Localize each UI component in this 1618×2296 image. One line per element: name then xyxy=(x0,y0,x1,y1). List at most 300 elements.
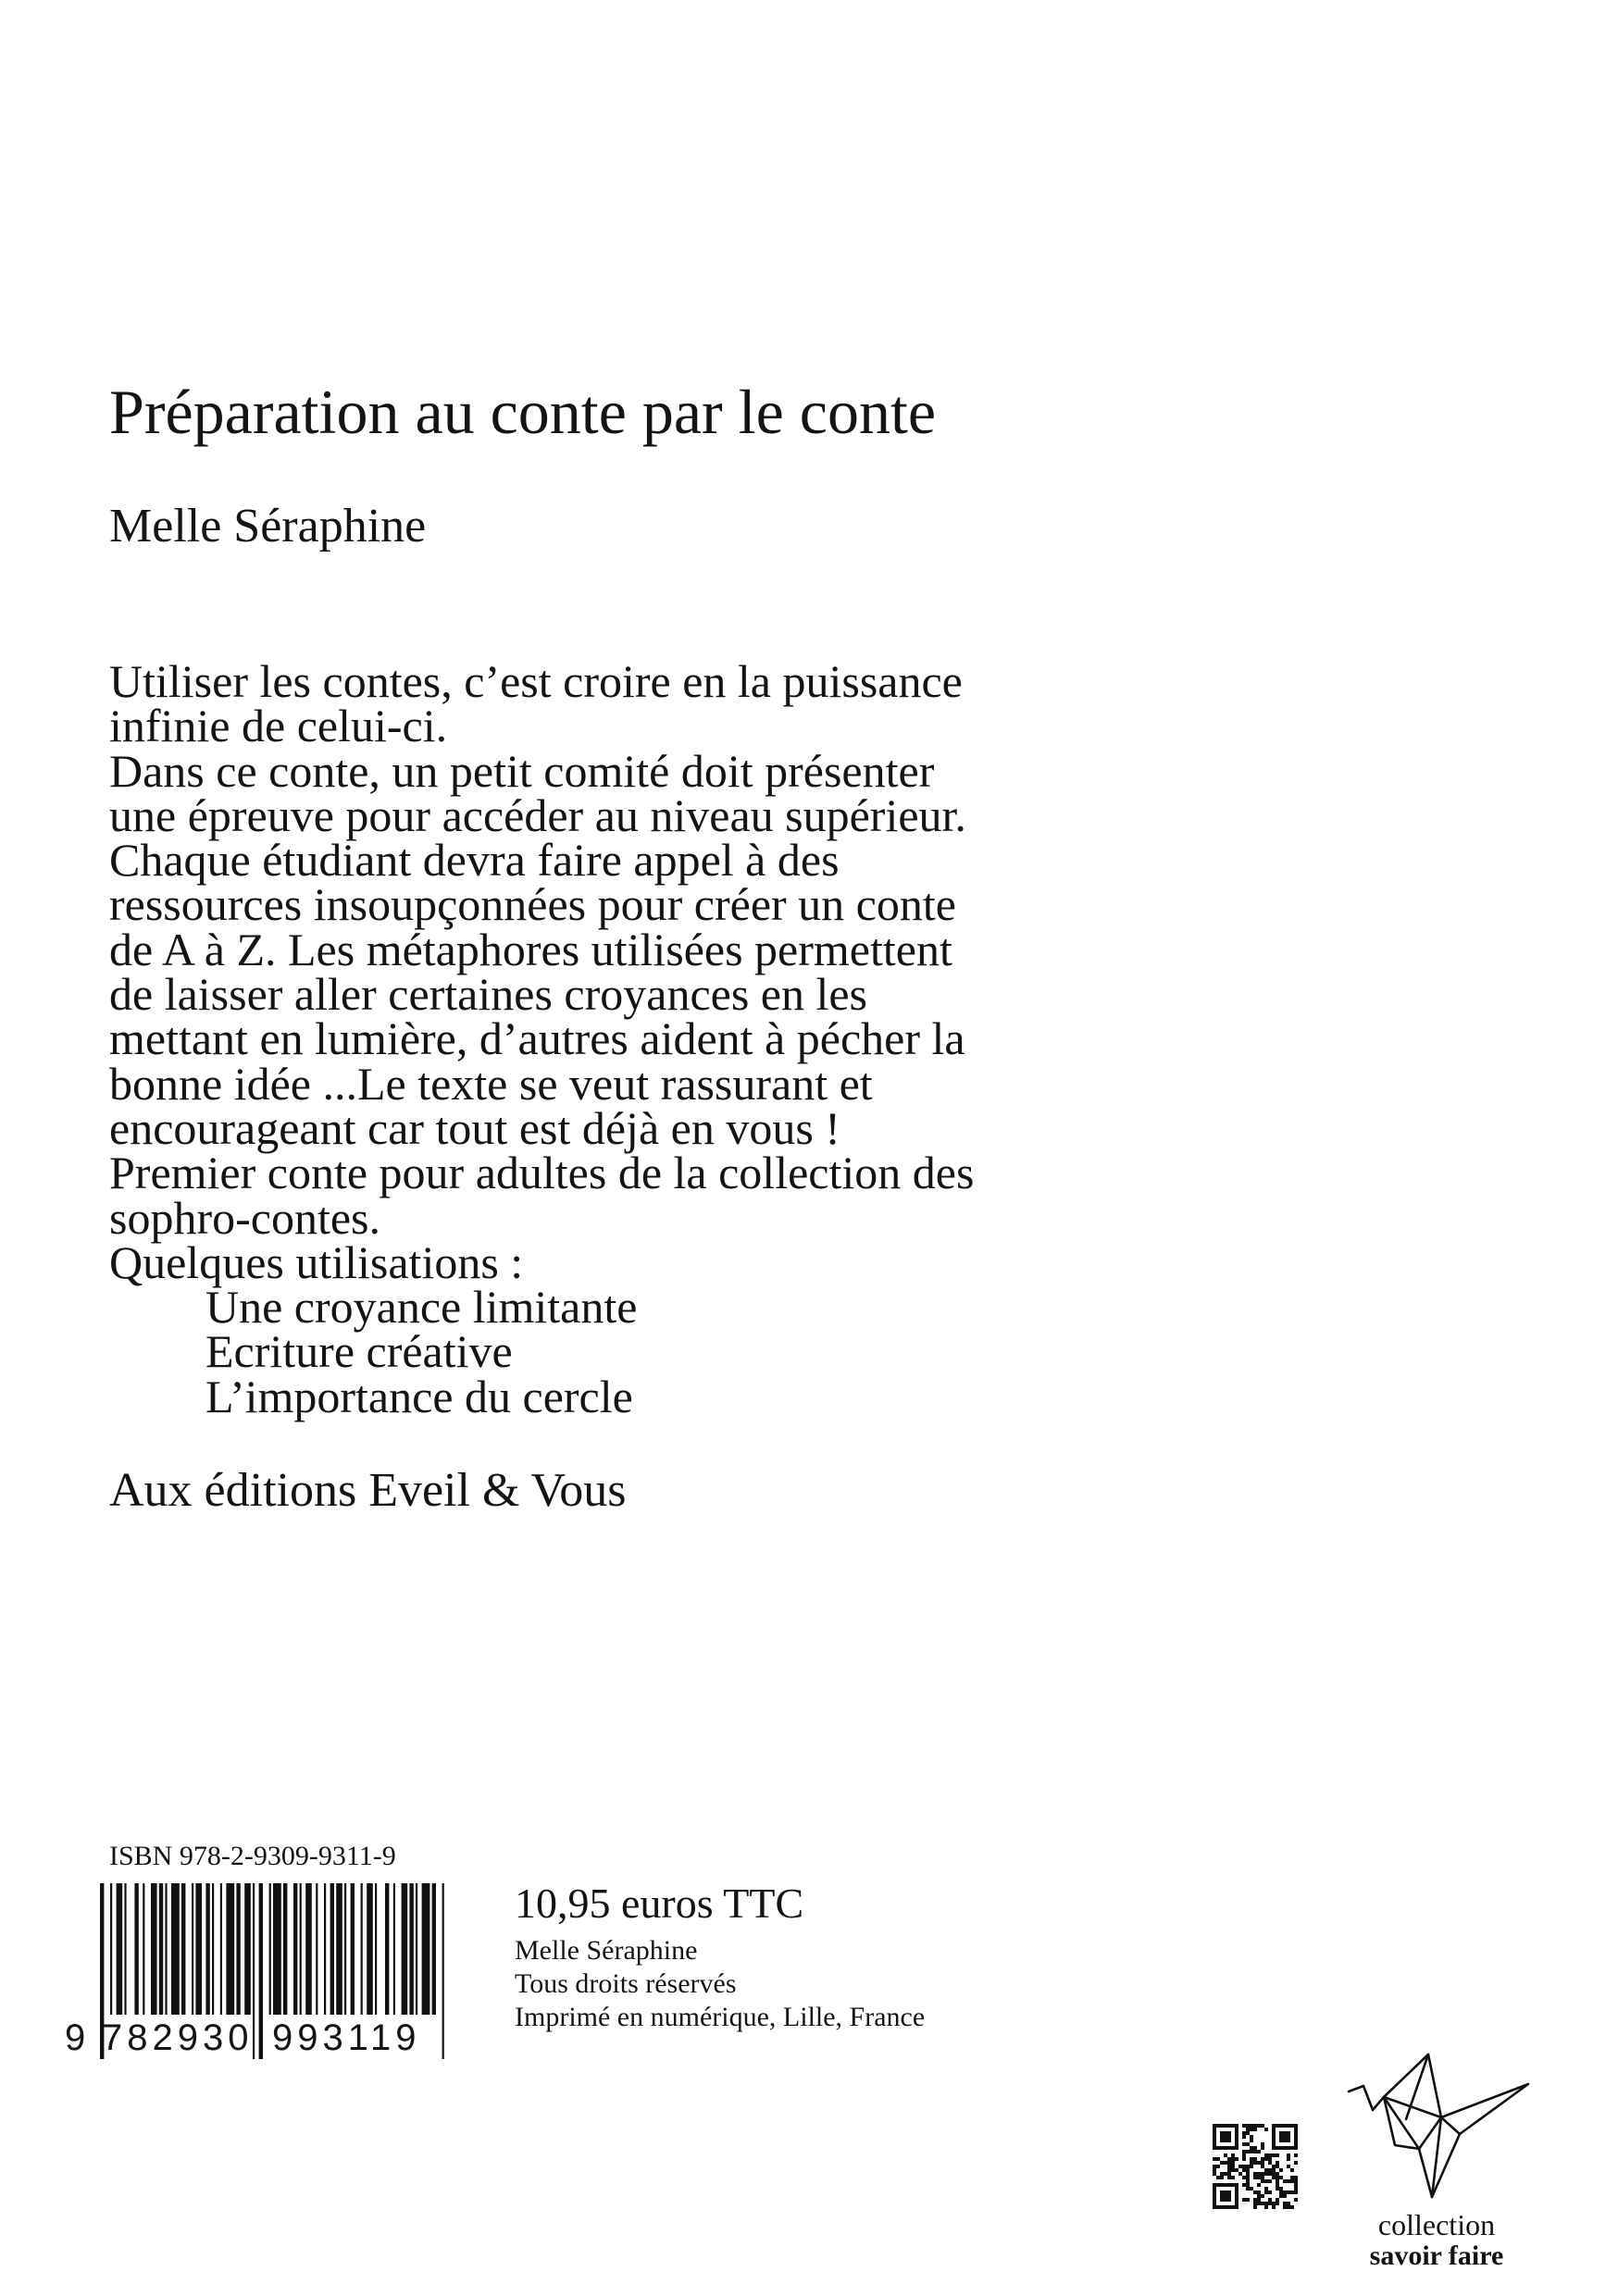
qr-module xyxy=(1242,2165,1246,2168)
qr-module xyxy=(1257,2194,1261,2198)
barcode-bar xyxy=(259,1883,263,2059)
qr-module xyxy=(1268,2202,1272,2205)
qr-module xyxy=(1276,2146,1279,2150)
qr-module xyxy=(1213,2128,1216,2131)
qr-module xyxy=(1257,2183,1261,2187)
qr-module xyxy=(1294,2176,1298,2179)
qr-module xyxy=(1283,2124,1287,2128)
description-line: mettant en lumière, d’autres aident à pécher la xyxy=(109,1012,965,1065)
qr-module xyxy=(1227,2168,1231,2172)
qr-module xyxy=(1224,2146,1227,2150)
barcode-bar xyxy=(117,1883,123,2015)
qr-module xyxy=(1276,2187,1279,2191)
qr-module xyxy=(1246,2128,1250,2131)
description-line: Dans ce conte, un petit comité doit présenter xyxy=(109,744,935,797)
isbn-number: ISBN 978-2-9309-9311-9 xyxy=(109,1841,396,1871)
barcode-bar xyxy=(151,1883,157,2015)
qr-module xyxy=(1268,2157,1272,2161)
qr-module xyxy=(1231,2183,1235,2187)
qr-module xyxy=(1227,2124,1231,2128)
barcode-bar xyxy=(442,1883,444,2059)
qr-module xyxy=(1290,2146,1294,2150)
qr-module xyxy=(1213,2187,1216,2191)
qr-module xyxy=(1276,2198,1279,2202)
qr-module xyxy=(1224,2172,1227,2176)
qr-module xyxy=(1253,2176,1257,2179)
qr-module xyxy=(1272,2168,1276,2172)
qr-module xyxy=(1242,2135,1246,2139)
qr-module xyxy=(1216,2165,1220,2168)
description-line: de laisser aller certaines croyances en les xyxy=(109,968,868,1021)
qr-module xyxy=(1242,2142,1246,2146)
qr-module xyxy=(1220,2131,1224,2135)
barcode-bar xyxy=(344,1883,346,2015)
barcode-bar xyxy=(316,1883,317,2015)
description-line: encourageant car tout est déjà en vous ! xyxy=(109,1101,840,1154)
qr-module xyxy=(1290,2124,1294,2128)
description-line: de A à Z. Les métaphores utilisées permettent xyxy=(109,923,952,975)
qr-module xyxy=(1261,2161,1264,2165)
qr-module xyxy=(1235,2139,1238,2142)
qr-module xyxy=(1257,2198,1261,2202)
barcode-bar xyxy=(171,1883,180,2015)
qr-module xyxy=(1235,2205,1238,2209)
qr-module xyxy=(1220,2146,1224,2150)
qr-module xyxy=(1261,2146,1264,2150)
qr-module xyxy=(1216,2124,1220,2128)
qr-module xyxy=(1227,2161,1231,2165)
qr-module xyxy=(1250,2128,1253,2131)
qr-module xyxy=(1276,2124,1279,2128)
barcode-bar xyxy=(416,1883,417,2015)
qr-module xyxy=(1283,2202,1287,2205)
qr-module xyxy=(1257,2161,1261,2165)
barcode-bar xyxy=(432,1883,436,2015)
qr-module xyxy=(1287,2157,1290,2161)
use-item: L’importance du cercle xyxy=(205,1370,633,1422)
qr-module xyxy=(1224,2194,1227,2198)
qr-module xyxy=(1287,2202,1290,2205)
qr-module xyxy=(1264,2202,1268,2205)
qr-module xyxy=(1283,2194,1287,2198)
publisher: Aux éditions Eveil & Vous xyxy=(109,1464,627,1517)
origami-crane-icon xyxy=(1347,2053,1532,2201)
barcode-bar xyxy=(283,1883,287,2015)
qr-module xyxy=(1283,2146,1287,2150)
barcode-bar xyxy=(300,1883,302,2015)
qr-module xyxy=(1253,2172,1257,2176)
qr-module xyxy=(1272,2153,1276,2157)
qr-module xyxy=(1268,2172,1272,2176)
qr-module xyxy=(1290,2179,1294,2183)
qr-module xyxy=(1246,2187,1250,2191)
qr-module xyxy=(1246,2198,1250,2202)
qr-module xyxy=(1294,2161,1298,2165)
qr-module xyxy=(1279,2168,1283,2172)
qr-module xyxy=(1220,2183,1224,2187)
qr-module xyxy=(1287,2135,1290,2139)
barcode-bar xyxy=(212,1883,214,2015)
qr-module xyxy=(1290,2176,1294,2179)
qr-module xyxy=(1272,2146,1276,2150)
qr-module xyxy=(1283,2131,1287,2135)
barcode-bar xyxy=(226,1883,234,2015)
qr-module xyxy=(1235,2187,1238,2191)
barcode-digit-first: 9 xyxy=(65,2017,86,2058)
qr-module xyxy=(1257,2150,1261,2153)
qr-module xyxy=(1213,2202,1216,2205)
qr-module xyxy=(1213,2142,1216,2146)
qr-module xyxy=(1213,2168,1216,2172)
qr-module xyxy=(1213,2146,1216,2150)
barcode-bar xyxy=(195,1883,202,2015)
collection-name: savoir faire xyxy=(1369,2240,1504,2271)
barcode-bar xyxy=(192,1883,193,2015)
barcode-bar xyxy=(124,1883,126,2015)
qr-module xyxy=(1250,2124,1253,2128)
qr-module xyxy=(1276,2153,1279,2157)
barcode-bar xyxy=(181,1883,185,2015)
qr-module xyxy=(1294,2183,1298,2187)
qr-module xyxy=(1227,2183,1231,2187)
qr-module xyxy=(1220,2191,1224,2194)
barcode-bar xyxy=(367,1883,373,2015)
qr-module xyxy=(1294,2128,1298,2131)
qr-module xyxy=(1224,2153,1227,2157)
qr-module xyxy=(1257,2191,1261,2194)
qr-module xyxy=(1235,2157,1238,2161)
qr-module xyxy=(1287,2153,1290,2157)
qr-module xyxy=(1257,2176,1261,2179)
qr-module xyxy=(1242,2150,1246,2153)
qr-module xyxy=(1213,2194,1216,2198)
qr-module xyxy=(1242,2176,1246,2179)
qr-module xyxy=(1220,2161,1224,2165)
qr-module xyxy=(1287,2131,1290,2135)
qr-module xyxy=(1216,2183,1220,2187)
qr-module xyxy=(1235,2183,1238,2187)
qr-module xyxy=(1227,2135,1231,2139)
qr-module xyxy=(1294,2153,1298,2157)
qr-module xyxy=(1213,2198,1216,2202)
qr-module xyxy=(1253,2161,1257,2165)
qr-module xyxy=(1235,2142,1238,2146)
qr-module xyxy=(1220,2205,1224,2209)
qr-module xyxy=(1242,2168,1246,2172)
qr-module xyxy=(1235,2168,1238,2172)
qr-module xyxy=(1224,2198,1227,2202)
qr-module xyxy=(1227,2139,1231,2142)
qr-module xyxy=(1279,2124,1283,2128)
barcode-bar xyxy=(293,1883,297,2015)
qr-module xyxy=(1224,2183,1227,2187)
qr-module xyxy=(1276,2176,1279,2179)
qr-module xyxy=(1220,2194,1224,2198)
description-line: une épreuve pour accéder au niveau supérieur. xyxy=(109,788,966,841)
qr-module xyxy=(1294,2146,1298,2150)
qr-module xyxy=(1231,2165,1235,2168)
qr-module xyxy=(1279,2146,1283,2150)
qr-module xyxy=(1216,2205,1220,2209)
qr-module xyxy=(1213,2139,1216,2142)
qr-module xyxy=(1242,2183,1246,2187)
description-line: Chaque étudiant devra faire appel à des xyxy=(109,834,840,887)
barcode-bar xyxy=(273,1883,281,2015)
barcode-bar xyxy=(385,1883,389,2015)
qr-module xyxy=(1279,2191,1283,2194)
qr-module xyxy=(1294,2142,1298,2146)
barcode-bar xyxy=(236,1883,240,2015)
qr-module xyxy=(1257,2202,1261,2205)
qr-module xyxy=(1261,2172,1264,2176)
barcode-bar xyxy=(422,1883,430,2015)
barcode-bar xyxy=(244,1883,251,2015)
imprint-author: Melle Séraphine xyxy=(515,1935,698,1966)
qr-module xyxy=(1294,2179,1298,2183)
qr-module xyxy=(1224,2139,1227,2142)
qr-module xyxy=(1213,2131,1216,2135)
qr-module xyxy=(1250,2139,1253,2142)
qr-module xyxy=(1227,2198,1231,2202)
barcode-bar xyxy=(205,1883,209,2015)
barcode-bar xyxy=(110,1883,112,2015)
qr-module xyxy=(1250,2146,1253,2150)
barcode-bar xyxy=(375,1883,377,2015)
qr-module xyxy=(1216,2176,1220,2179)
qr-module xyxy=(1242,2124,1246,2128)
qr-module xyxy=(1231,2168,1235,2172)
barcode-digit-group-2: 993119 xyxy=(272,2017,421,2058)
qr-module xyxy=(1238,2172,1242,2176)
qr-module xyxy=(1287,2146,1290,2150)
qr-module xyxy=(1264,2179,1268,2183)
qr-module xyxy=(1242,2131,1246,2135)
barcode-bar xyxy=(143,1883,144,2015)
qr-module xyxy=(1257,2172,1261,2176)
price: 10,95 euros TTC xyxy=(515,1880,804,1927)
description-line: ressources insoupçonnées pour créer un conte xyxy=(109,878,956,931)
qr-module xyxy=(1250,2187,1253,2191)
qr-module xyxy=(1272,2131,1276,2135)
barcode-bar xyxy=(330,1883,334,2015)
qr-module xyxy=(1261,2124,1264,2128)
qr-module xyxy=(1283,2205,1287,2209)
qr-module xyxy=(1246,2150,1250,2153)
qr-module xyxy=(1283,2139,1287,2142)
qr-module xyxy=(1246,2124,1250,2128)
description-line: infinie de celui-ci. xyxy=(109,700,448,752)
imprint-printed: Imprimé en numérique, Lille, France xyxy=(515,2002,926,2032)
qr-module xyxy=(1246,2165,1250,2168)
qr-module xyxy=(1213,2124,1216,2128)
qr-module xyxy=(1224,2205,1227,2209)
qr-module xyxy=(1272,2139,1276,2142)
qr-module xyxy=(1213,2183,1216,2187)
qr-module xyxy=(1264,2187,1268,2191)
barcode-bar xyxy=(269,1883,271,2015)
qr-module xyxy=(1227,2176,1231,2179)
qr-module xyxy=(1268,2161,1272,2165)
barcode-bar xyxy=(351,1883,355,2015)
qr-module xyxy=(1227,2172,1231,2176)
qr-module xyxy=(1224,2124,1227,2128)
barcode-bar xyxy=(305,1883,312,2015)
qr-module xyxy=(1279,2187,1283,2191)
qr-module xyxy=(1235,2131,1238,2135)
qr-module xyxy=(1272,2205,1276,2209)
qr-module xyxy=(1279,2139,1283,2142)
qr-module xyxy=(1279,2176,1283,2179)
qr-module xyxy=(1220,2172,1224,2176)
barcode-bar xyxy=(134,1883,138,2015)
barcode-bar xyxy=(165,1883,167,2015)
use-item: Une croyance limitante xyxy=(205,1281,638,1334)
qr-module xyxy=(1250,2135,1253,2139)
qr-module xyxy=(1216,2146,1220,2150)
qr-module xyxy=(1279,2194,1283,2198)
qr-module xyxy=(1253,2146,1257,2150)
qr-module xyxy=(1290,2205,1294,2209)
imprint-rights: Tous droits réservés xyxy=(515,1968,737,1999)
qr-module xyxy=(1253,2124,1257,2128)
description-line: Quelques utilisations : xyxy=(109,1235,524,1288)
barcode-bar xyxy=(159,1883,163,2015)
qr-module xyxy=(1246,2183,1250,2187)
qr-module xyxy=(1294,2131,1298,2135)
qr-module xyxy=(1294,2191,1298,2194)
barcode-digit-group-1: 782930 xyxy=(102,2017,254,2058)
qr-module xyxy=(1287,2139,1290,2142)
qr-module xyxy=(1220,2135,1224,2139)
qr-module xyxy=(1290,2168,1294,2172)
qr-module xyxy=(1231,2176,1235,2179)
qr-module xyxy=(1287,2165,1290,2168)
qr-module xyxy=(1253,2128,1257,2131)
qr-module xyxy=(1235,2194,1238,2198)
qr-module xyxy=(1264,2191,1268,2194)
qr-module xyxy=(1272,2135,1276,2139)
qr-module xyxy=(1294,2187,1298,2191)
barcode-bar xyxy=(402,1883,408,2015)
qr-module xyxy=(1264,2157,1268,2161)
qr-module xyxy=(1213,2191,1216,2194)
qr-module xyxy=(1224,2135,1227,2139)
qr-module xyxy=(1227,2194,1231,2198)
qr-module xyxy=(1213,2135,1216,2139)
qr-module xyxy=(1264,2205,1268,2209)
qr-module xyxy=(1276,2172,1279,2176)
qr-module xyxy=(1250,2157,1253,2161)
qr-module xyxy=(1235,2124,1238,2128)
qr-module xyxy=(1283,2135,1287,2139)
qr-module xyxy=(1235,2146,1238,2150)
qr-module xyxy=(1268,2168,1272,2172)
qr-module xyxy=(1294,2124,1298,2128)
qr-module xyxy=(1224,2191,1227,2194)
qr-module xyxy=(1268,2179,1272,2183)
qr-module xyxy=(1276,2161,1279,2165)
qr-module xyxy=(1242,2153,1246,2157)
qr-module xyxy=(1253,2205,1257,2209)
qr-module xyxy=(1294,2135,1298,2139)
barcode-bar xyxy=(409,1883,413,2015)
qr-module xyxy=(1287,2179,1290,2183)
description xyxy=(109,655,1405,1422)
qr-module xyxy=(1231,2161,1235,2165)
qr-module xyxy=(1264,2172,1268,2176)
barcode-bar xyxy=(361,1883,363,2015)
qr-module xyxy=(1261,2179,1264,2183)
qr-module xyxy=(1268,2191,1272,2194)
qr-module xyxy=(1213,2172,1216,2176)
qr-module xyxy=(1235,2198,1238,2202)
qr-module xyxy=(1261,2194,1264,2198)
qr-module xyxy=(1227,2146,1231,2150)
qr-module xyxy=(1220,2139,1224,2142)
book-title: Préparation au conte par le conte xyxy=(109,377,937,447)
barcode-bar xyxy=(393,1883,395,2015)
qr-module xyxy=(1272,2124,1276,2128)
collection-label: collection xyxy=(1377,2208,1496,2241)
qr-module xyxy=(1276,2202,1279,2205)
description-line: Utiliser les contes, c’est croire en la puissance xyxy=(109,655,963,707)
qr-module xyxy=(1213,2157,1216,2161)
qr-module xyxy=(1231,2153,1235,2157)
qr-module xyxy=(1242,2198,1246,2202)
qr-module xyxy=(1268,2153,1272,2157)
qr-module xyxy=(1246,2142,1250,2146)
qr-module xyxy=(1264,2128,1268,2131)
qr-module xyxy=(1227,2157,1231,2161)
qr-module xyxy=(1261,2202,1264,2205)
qr-module xyxy=(1276,2179,1279,2183)
qr-module xyxy=(1264,2153,1268,2157)
qr-module xyxy=(1235,2191,1238,2194)
qr-module xyxy=(1246,2176,1250,2179)
qr-module xyxy=(1220,2124,1224,2128)
qr-module xyxy=(1238,2165,1242,2168)
qr-module xyxy=(1294,2198,1298,2202)
qr-module xyxy=(1253,2198,1257,2202)
qr-module xyxy=(1235,2135,1238,2139)
qr-module xyxy=(1253,2150,1257,2153)
qr-module xyxy=(1250,2165,1253,2168)
qr-module xyxy=(1231,2146,1235,2150)
qr-module xyxy=(1253,2202,1257,2205)
qr-module xyxy=(1246,2168,1250,2172)
description-line: Premier conte pour adultes de la collection des xyxy=(109,1147,975,1199)
qr-module xyxy=(1272,2176,1276,2179)
qr-module xyxy=(1268,2198,1272,2202)
qr-module xyxy=(1227,2165,1231,2168)
qr-module xyxy=(1287,2191,1290,2194)
qr-module xyxy=(1246,2179,1250,2183)
qr-module xyxy=(1231,2205,1235,2209)
qr-module xyxy=(1227,2205,1231,2209)
qr-module xyxy=(1283,2191,1287,2194)
qr-module xyxy=(1220,2176,1224,2179)
qr-module xyxy=(1287,2205,1290,2209)
description-line: bonne idée ...Le texte se veut rassurant et xyxy=(109,1057,873,1110)
qr-module xyxy=(1272,2142,1276,2146)
qr-module xyxy=(1246,2131,1250,2135)
qr-module xyxy=(1253,2191,1257,2194)
qr-module xyxy=(1250,2150,1253,2153)
qr-module xyxy=(1290,2191,1294,2194)
qr-module xyxy=(1235,2202,1238,2205)
barcode-bar xyxy=(336,1883,342,2015)
qr-module xyxy=(1224,2131,1227,2135)
